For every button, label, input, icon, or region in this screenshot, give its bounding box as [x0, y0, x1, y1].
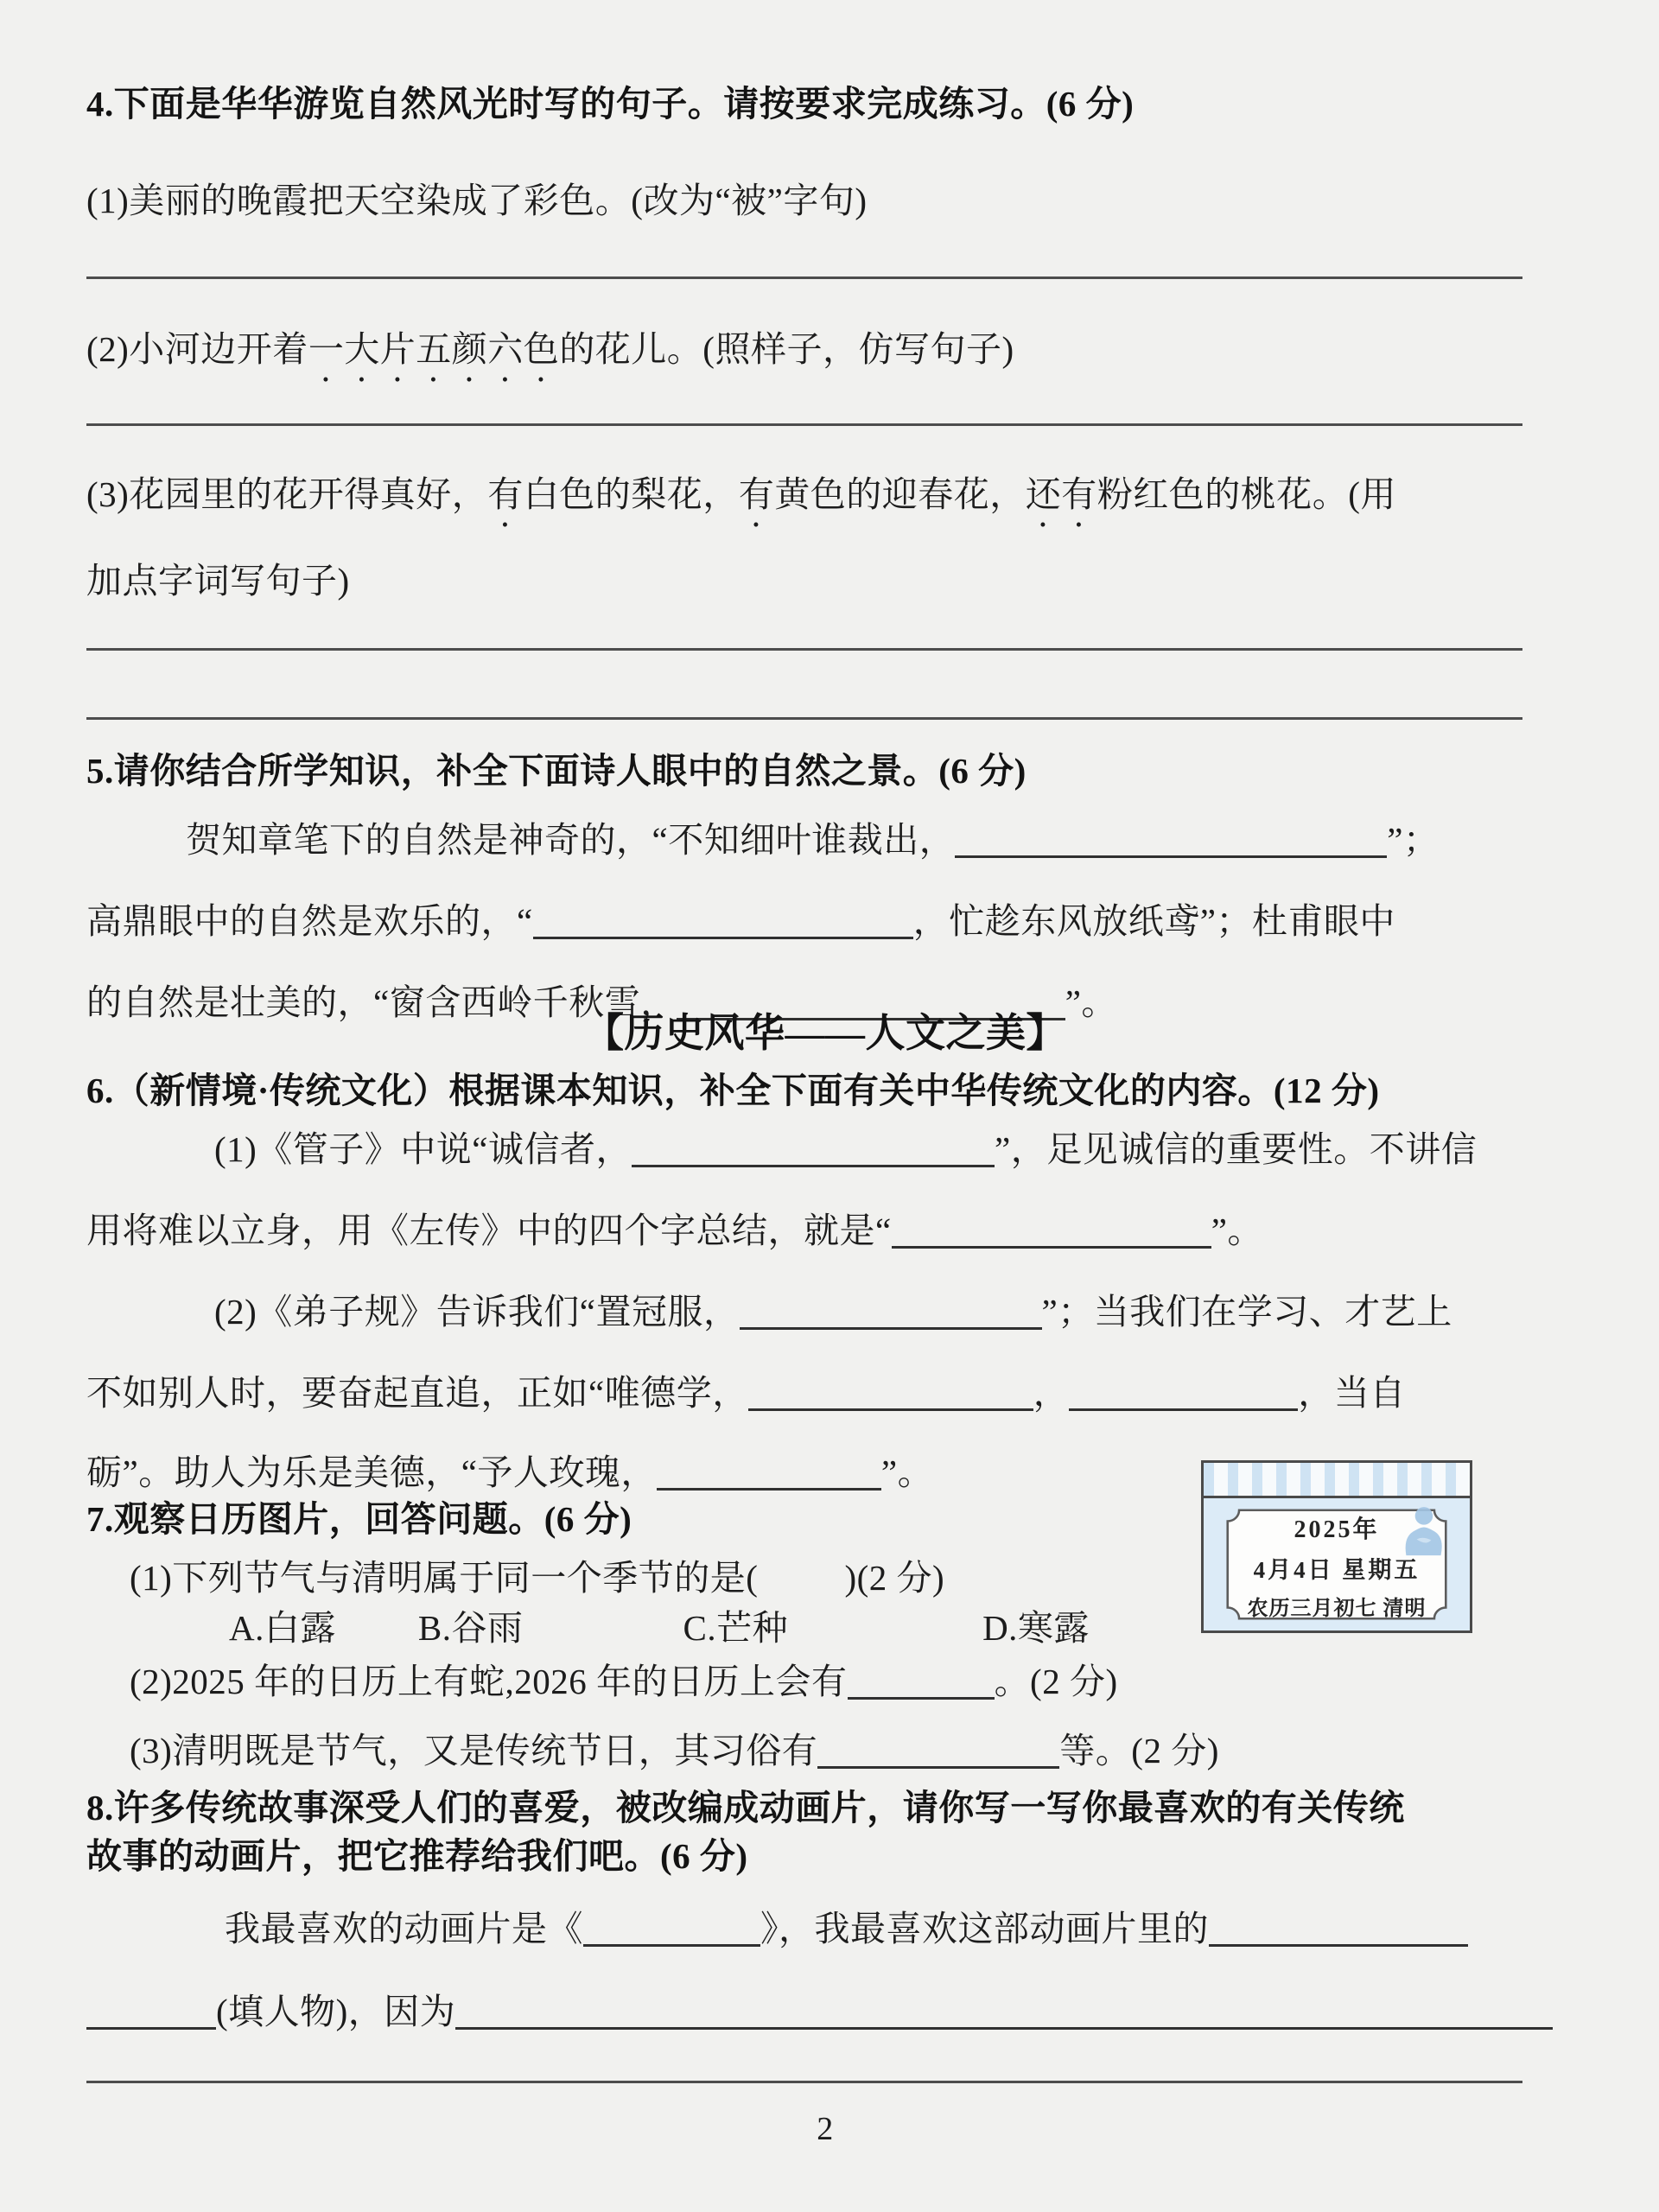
text-segment: 砺”。助人为乐是美德，“予人玫瑰， [86, 1452, 657, 1492]
q4-answer-line-3 [86, 648, 1522, 651]
fill-in-blank [455, 2018, 1553, 2030]
text-segment: (2)《弟子规》告诉我们“置冠服， [214, 1292, 740, 1332]
text-segment: 5.请你结合所学知识，补全下面诗人眼中的自然之景。(6 分) [86, 751, 1027, 791]
q8-line2 [86, 1991, 1553, 2033]
spacer [523, 1639, 683, 1640]
text-segment: 2 [817, 2111, 834, 2147]
spacer [788, 1639, 982, 1640]
emphasized-text: 有 [738, 474, 775, 514]
q4-answer-line-1 [86, 276, 1522, 279]
fill-in-blank [740, 1319, 1042, 1330]
calendar-image [1201, 1460, 1472, 1633]
text-segment: 加点字词写句子) [86, 561, 350, 601]
fill-in-blank [848, 1688, 995, 1700]
text-segment: 等。(2 分) [1059, 1731, 1219, 1770]
q6-item2-line1 [214, 1291, 1452, 1333]
q6-title [86, 1070, 1379, 1112]
calendar-date: 4月4日 星期五 [1253, 1556, 1421, 1583]
fill-in-blank [817, 1758, 1059, 1769]
q4-item1 [86, 180, 868, 222]
q4-answer-line-2 [86, 423, 1522, 426]
text-segment: ”；当我们在学习、才艺上 [1041, 1292, 1452, 1332]
text-segment: 贺知章笔下的自然是神奇的，“不知细叶谁裁出， [186, 820, 956, 860]
calendar-awning-stripes [1204, 1463, 1470, 1498]
text-segment: 6.（新情境·传统文化）根据课本知识，补全下面有关中华传统文化的内容。(12 分) [86, 1071, 1380, 1110]
q7-item2 [130, 1661, 1118, 1703]
text-segment: (2)小河边开着 [86, 329, 308, 369]
text-segment: 的自然是壮美的，“窗含西岭千秋雪， [86, 982, 677, 1022]
text-segment: ”。 [1211, 1211, 1263, 1250]
page-number [86, 2110, 1564, 2150]
section-header [86, 1009, 1564, 1057]
text-segment: C.芒种 [683, 1608, 789, 1648]
fill-in-blank [533, 928, 913, 939]
fill-in-blank [86, 2018, 216, 2030]
q5-title [86, 750, 1027, 792]
text-segment: 用将难以立身，用《左传》中的四个字总结，就是“ [86, 1211, 892, 1250]
text-segment: 高鼎眼中的自然是欢乐的，“ [86, 901, 533, 941]
emphasized-text: 有 [487, 474, 524, 514]
text-segment: (1)美丽的晚霞把天空染成了彩色。(改为“被”字句) [86, 181, 868, 220]
spacer [336, 1639, 418, 1640]
text-segment: ”。 [880, 1452, 934, 1492]
text-segment: (1)下列节气与清明属于同一个季节的是( [130, 1558, 759, 1598]
text-segment: (3)花园里的花开得真好， [86, 474, 488, 514]
text-segment: (填人物)，因为 [216, 1992, 456, 2031]
q5-line1 [186, 819, 1439, 861]
q8-title-line2 [86, 1835, 748, 1878]
text-segment: B.谷雨 [417, 1608, 524, 1648]
text-segment: 我最喜欢的动画片是《 [225, 1909, 583, 1948]
fill-in-blank [955, 847, 1387, 858]
text-segment: 白色的梨花， [523, 474, 739, 514]
calendar-text [1204, 1498, 1470, 1630]
text-segment: (2)2025 年的日历上有蛇,2026 年的日历上会有 [130, 1662, 848, 1701]
text-segment: 4.下面是华华游览自然风光时写的句子。请按要求完成练习。(6 分) [86, 84, 1135, 124]
fill-in-blank [748, 1400, 1033, 1411]
text-segment: 【历史风华——人文之美】 [584, 1011, 1066, 1055]
calendar-year: 2025年 [1294, 1516, 1380, 1543]
q6-item1-line1 [214, 1128, 1477, 1171]
q4-item2 [86, 328, 1014, 390]
fill-in-blank [1209, 1936, 1468, 1947]
text-segment: ”； [1387, 820, 1440, 860]
text-segment: 故事的动画片，把它推荐给我们吧。(6 分) [86, 1836, 748, 1876]
spacer [758, 1589, 844, 1590]
fill-in-blank [632, 1156, 995, 1167]
fill-in-blank [583, 1936, 760, 1947]
q6-item1-line2 [86, 1210, 1263, 1252]
q8-title-line1 [86, 1787, 1405, 1829]
text-segment: ，当自 [1298, 1373, 1406, 1413]
q4-item3-line2 [86, 560, 350, 602]
emphasized-text: 还有 [1025, 474, 1097, 514]
text-segment: ”。 [1065, 982, 1117, 1022]
fill-in-blank [1069, 1400, 1298, 1411]
text-segment: 。(2 分) [994, 1662, 1118, 1701]
fill-in-blank [892, 1237, 1211, 1249]
q7-item1 [130, 1557, 944, 1599]
text-segment: (3)清明既是节气，又是传统节日，其习俗有 [130, 1731, 818, 1770]
text-segment: 的花儿。(照样子，仿写句子) [559, 329, 1014, 369]
text-segment: 黄色的迎春花， [774, 474, 1026, 514]
q8-answer-line [86, 2081, 1522, 2083]
q4-answer-line-4 [86, 717, 1522, 720]
text-segment: 8.许多传统故事深受人们的喜爱，被改编成动画片，请你写一写你最喜欢的有关传统 [86, 1788, 1405, 1827]
text-segment: D.寒露 [982, 1608, 1090, 1648]
fill-in-blank [657, 1479, 881, 1491]
q4-item3-line1 [86, 474, 1396, 535]
text-segment: (1)《管子》中说“诚信者， [214, 1129, 632, 1169]
text-segment: 7.观察日历图片，回答问题。(6 分) [86, 1499, 632, 1539]
text-segment: ，忙趁东风放纸鸢”；杜甫眼中 [912, 901, 1395, 941]
q7-options [229, 1607, 1090, 1649]
text-segment: )(2 分) [844, 1558, 945, 1598]
text-segment: ， [1033, 1373, 1070, 1413]
emphasized-text: 一大片五颜六色 [308, 329, 560, 369]
calendar-lunar: 农历三月初七 清明 [1247, 1597, 1427, 1620]
q5-line2 [86, 900, 1395, 943]
text-segment: 》，我最喜欢这部动画片里的 [760, 1909, 1209, 1948]
text-segment: 不如别人时，要奋起直追，正如“唯德学， [86, 1373, 748, 1413]
q6-item2-line2 [86, 1372, 1406, 1414]
q7-item3 [130, 1730, 1219, 1772]
text-segment: A.白露 [229, 1608, 336, 1648]
q8-line1 [225, 1908, 1468, 1950]
q7-title [86, 1498, 632, 1541]
text-segment: 粉红色的桃花。(用 [1096, 474, 1396, 514]
q6-item2-line3 [86, 1452, 933, 1494]
calendar-card [1204, 1498, 1470, 1630]
text-segment: ”，足见诚信的重要性。不讲信 [995, 1129, 1478, 1169]
q4-title [86, 83, 1134, 125]
